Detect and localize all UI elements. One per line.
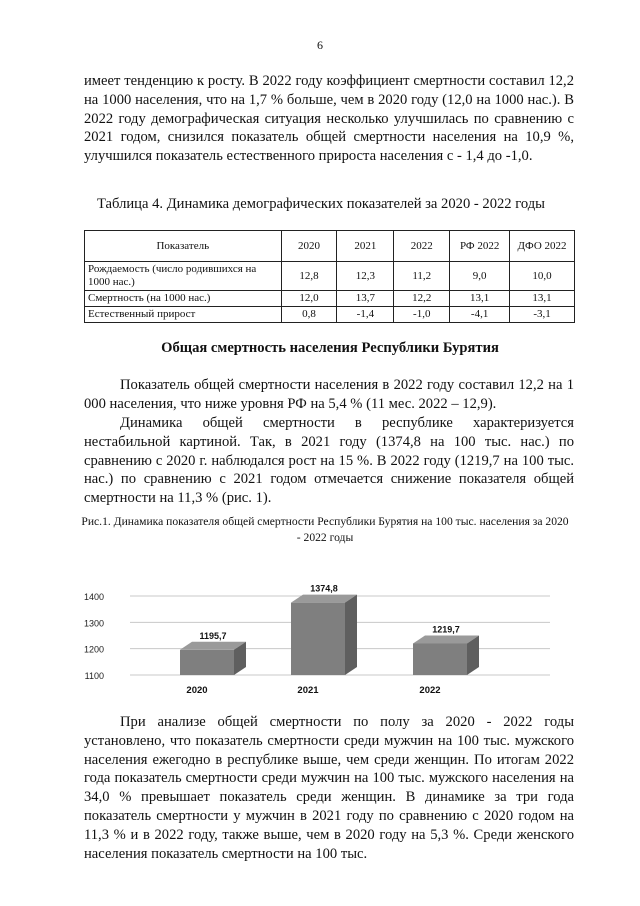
header-rf-2022: РФ 2022: [450, 231, 510, 262]
chart-x-labels: [186, 685, 440, 696]
header-2020: 2020: [281, 231, 337, 262]
chart-bars: [180, 584, 479, 675]
chart-y-ticks: [84, 592, 104, 681]
row-label: Смертность (на 1000 нас.): [85, 291, 282, 307]
table-cell: 13,7: [337, 291, 394, 307]
table-cell: 0,8: [281, 307, 337, 323]
table-header-row: [85, 231, 575, 262]
table-cell: 13,1: [510, 291, 575, 307]
chart-bar: [291, 603, 345, 675]
section-heading: Общая смертность населения Республики Бурятия: [161, 340, 499, 356]
chart-data-label: 1219,7: [432, 624, 460, 635]
chart-y-tick-label: 1100: [84, 671, 104, 681]
table-cell: 13,1: [450, 291, 510, 307]
table-cell: -4,1: [450, 307, 510, 323]
header-dfo-2022: ДФО 2022: [510, 231, 575, 262]
table-cell: 9,0: [450, 262, 510, 291]
header-2022: 2022: [394, 231, 450, 262]
table-cell: -3,1: [510, 307, 575, 323]
chart-x-tick-label: 2021: [297, 685, 319, 696]
demographics-table: [84, 230, 575, 323]
chart-y-tick-label: 1400: [83, 592, 104, 602]
row-label: Естественный прирост: [85, 307, 282, 323]
chart-x-tick-label: 2022: [419, 685, 441, 696]
mortality-chart: [80, 550, 560, 700]
table-cell: 10,0: [510, 262, 575, 291]
paragraph-mortality-dynamics: Динамика общей смертности в республике характеризуется нестабильной картиной. Так, в 2021 году (1374,8 на 100 тыс. нас.) по сравнению с 2020 г. наблюдался рост на 15 %. В 2022 году (1219,7 на 100 тыс. нас.) по сравнению с 2021 годом отмечается снижение показателя общей смертности на 11,3 % (рис. 1).: [84, 415, 574, 507]
table-row: [85, 307, 575, 323]
chart-bar: [413, 643, 467, 675]
table-cell: 12,2: [394, 291, 450, 307]
page-number: 6: [317, 38, 323, 52]
table-cell: -1,0: [394, 307, 450, 323]
table-cell: 12,3: [337, 262, 394, 291]
chart-bar: [180, 650, 234, 675]
chart-data-label: 1195,7: [199, 630, 227, 641]
paragraph-intro: имеет тенденцию к росту. В 2022 году коэффициент смертности составил 12,2 на 1000 населения, что на 1,7 % больше, чем в 2020 году (12,0 на 1000 нас.). В 2022 году демографическая ситуация несколько улучшилась по сравнению с 2021 годом, снизился показатель общей смертности населения на 10,9 %, улучшился показатель естественного прироста населения с - 1,4 до -1,0.: [84, 73, 574, 165]
header-2021: 2021: [337, 231, 394, 262]
header-indicator: Показатель: [85, 231, 282, 262]
table-cell: 12,8: [281, 262, 337, 291]
chart-y-tick-label: 1200: [83, 644, 104, 655]
chart-x-tick-label: 2020: [186, 685, 208, 696]
table-cell: 12,0: [281, 291, 337, 307]
table-caption: Таблица 4. Динамика демографических показателей за 2020 - 2022 годы: [97, 196, 545, 212]
chart-y-tick-label: 1300: [83, 618, 104, 629]
chart-data-label: 1374,8: [310, 583, 338, 594]
figure-caption: Рис.1. Динамика показателя общей смертности Республики Бурятия на 100 тыс. населения за 2020 - 2022 годы: [81, 515, 569, 544]
chart-bar-side: [345, 595, 357, 675]
paragraph-mortality-by-sex: При анализе общей смертности по полу за 2020 - 2022 годы установлено, что показатель смертности среди мужчин на 100 тыс. мужского населения ежегодно в республике выше, чем среди женщин. По итогам 2022 года показатель смертности среди мужчин на 100 тыс. мужского населения на 34,0 % превышает показатель среди женщин. В динамике за три года показатель смертности у мужчин в 2021 году по сравнению с 2020 годом на 11,3 % и в 2022 году, также выше, чем в 2020 году на 5,3 %. Среди женского населения показатель смертности на 100 тыс.: [84, 714, 574, 862]
paragraph-mortality-level: Показатель общей смертности населения в 2022 году составил 12,2 на 1 000 населения, что ниже уровня РФ на 5,4 % (11 мес. 2022 – 12,9).: [84, 377, 574, 412]
table-cell: 11,2: [394, 262, 450, 291]
table-row: [85, 262, 575, 291]
table-cell: -1,4: [337, 307, 394, 323]
table-row: [85, 291, 575, 307]
row-label: Рождаемость (число родившихся на 1000 нас.): [85, 262, 282, 291]
